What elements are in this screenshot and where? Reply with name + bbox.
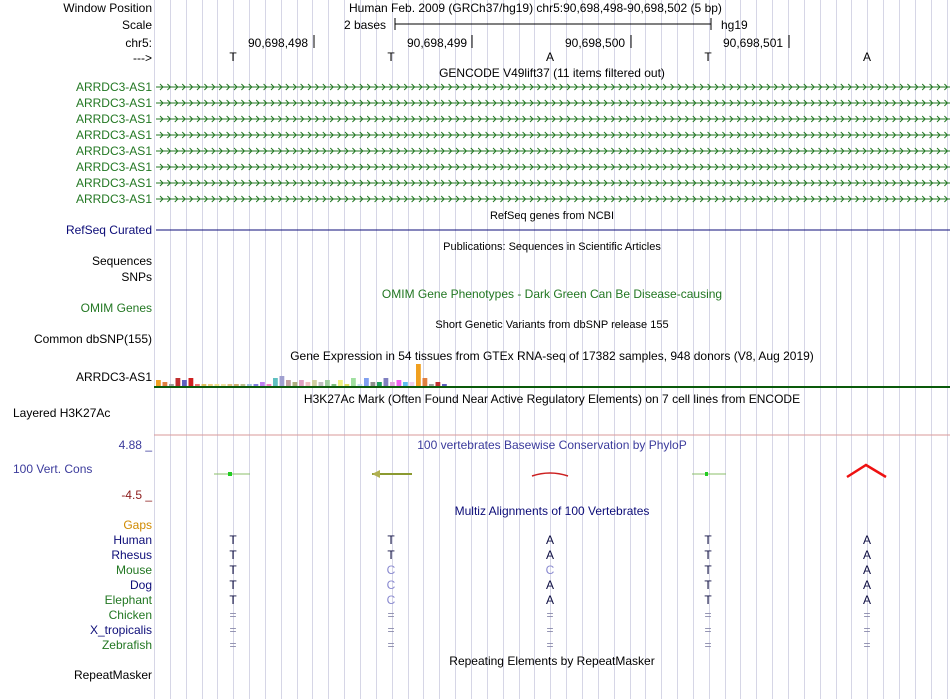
dbsnp-track-title[interactable]: Short Genetic Variants from dbSNP release 155 [435, 319, 669, 331]
alignment-base: A [545, 548, 555, 562]
phylop-mark [228, 472, 232, 476]
phylop-track-title[interactable]: 100 vertebrates Basewise Conservation by PhyloP [417, 438, 687, 452]
alignment-base: = [863, 608, 871, 622]
alignment-base: = [387, 623, 395, 637]
alignment-base: = [704, 638, 712, 652]
label-refseq[interactable]: RefSeq Curated [65, 223, 152, 237]
window-position-text: Human Feb. 2009 (GRCh37/hg19) chr5:90,698,498-90,698,502 (5 bp) [349, 1, 722, 15]
position-tick: 90,698,498 [248, 36, 309, 50]
omim-track-title[interactable]: OMIM Gene Phenotypes - Dark Green Can Be Disease-causing [381, 287, 723, 301]
repeatmasker-track-title[interactable]: Repeating Elements by RepeatMasker [449, 654, 655, 668]
position-tick: 90,698,500 [565, 36, 626, 50]
label-strand[interactable]: ---> [133, 51, 152, 65]
alignment-base: T [387, 533, 395, 547]
species-label: Zebrafish [101, 638, 152, 652]
phylop-plot[interactable] [154, 0, 950, 500]
gencode-item-label[interactable]: ARRDC3-AS1 [75, 144, 152, 158]
alignment-base: A [545, 593, 555, 607]
alignment-base: = [704, 623, 712, 637]
alignment-base: T [387, 548, 395, 562]
base-letter: A [862, 50, 872, 64]
gencode-item-label[interactable]: ARRDC3-AS1 [75, 160, 152, 174]
alignment-base: T [229, 593, 237, 607]
publications-track-title[interactable]: Publications: Sequences in Scientific Articles [443, 241, 661, 253]
alignment-base: = [863, 623, 871, 637]
alignment-base: C [545, 563, 555, 577]
alignment-base: T [229, 563, 237, 577]
alignment-base: T [704, 578, 712, 592]
gtex-track-title[interactable]: Gene Expression in 54 tissues from GTEx RNA-seq of 17382 samples, 948 donors (V8, Aug 2019) [290, 349, 814, 363]
scale-text: 2 bases [344, 18, 387, 32]
label-gtex[interactable]: ARRDC3-AS1 [75, 370, 152, 384]
position-tick: 90,698,499 [407, 36, 468, 50]
species-label: Mouse [115, 563, 152, 577]
position-tick: 90,698,501 [723, 36, 784, 50]
label-sequences[interactable]: Sequences [91, 254, 152, 268]
gencode-item-label[interactable]: ARRDC3-AS1 [75, 176, 152, 190]
alignment-base: = [229, 623, 237, 637]
label-scale: Scale [121, 18, 152, 32]
alignment-base: A [862, 593, 872, 607]
species-label: Dog [129, 578, 152, 592]
gencode-item-label[interactable]: ARRDC3-AS1 [75, 96, 152, 110]
alignment-base: = [546, 608, 554, 622]
alignment-base: C [386, 578, 396, 592]
phylop-mark [705, 472, 708, 476]
alignment-base: T [704, 548, 712, 562]
alignment-base: T [704, 593, 712, 607]
refseq-track-title[interactable]: RefSeq genes from NCBI [489, 210, 615, 222]
species-label: Rhesus [111, 548, 152, 562]
alignment-base: = [546, 623, 554, 637]
label-cons[interactable]: 100 Vert. Cons [13, 462, 93, 476]
base-letter: A [545, 50, 555, 64]
alignment-base: A [862, 563, 872, 577]
alignment-base: = [704, 608, 712, 622]
label-repeatmasker[interactable]: RepeatMasker [73, 668, 152, 682]
phylop-mark [372, 470, 380, 478]
species-label: Chicken [108, 608, 152, 622]
track-area[interactable] [154, 0, 950, 699]
alignment-base: A [862, 578, 872, 592]
label-chrom: chr5: [125, 36, 152, 50]
gencode-track-title[interactable]: GENCODE V49lift37 (11 items filtered out) [439, 66, 665, 80]
alignment-base: C [386, 593, 396, 607]
gencode-item-label[interactable]: ARRDC3-AS1 [75, 80, 152, 94]
label-omim[interactable]: OMIM Genes [80, 301, 152, 315]
alignment-base: = [229, 638, 237, 652]
h3k27ac-track-title[interactable]: H3K27Ac Mark (Often Found Near Active Regulatory Elements) on 7 cell lines from ENCODE [303, 392, 801, 406]
label-window-position: Window Position [63, 1, 152, 15]
alignment-base: A [862, 548, 872, 562]
alignment-base: A [862, 533, 872, 547]
label-gaps: Gaps [123, 518, 152, 532]
multiz-track-title[interactable]: Multiz Alignments of 100 Vertebrates [454, 504, 650, 518]
alignment-base: = [229, 608, 237, 622]
alignment-base: = [387, 608, 395, 622]
phylop-mark [532, 473, 568, 476]
base-letter: T [704, 50, 712, 64]
assembly-label: hg19 [721, 18, 748, 32]
gencode-item-label[interactable]: ARRDC3-AS1 [75, 128, 152, 142]
alignment-base: C [386, 563, 396, 577]
alignment-base: = [546, 638, 554, 652]
alignment-base: A [545, 578, 555, 592]
alignment-base: T [229, 533, 237, 547]
phylop-mark [847, 465, 886, 477]
alignment-base: T [704, 563, 712, 577]
alignment-base: = [863, 638, 871, 652]
label-dbsnp[interactable]: Common dbSNP(155) [33, 332, 152, 346]
species-label: Human [113, 533, 152, 547]
species-label: Elephant [104, 593, 152, 607]
label-h3k27ac[interactable]: Layered H3K27Ac [13, 406, 111, 420]
alignment-base: = [387, 638, 395, 652]
gencode-item-label[interactable]: ARRDC3-AS1 [75, 192, 152, 206]
track-labels [0, 0, 154, 699]
gencode-item-label[interactable]: ARRDC3-AS1 [75, 112, 152, 126]
alignment-base: T [229, 548, 237, 562]
base-letter: T [387, 50, 395, 64]
label-cons-min: -4.5 _ [121, 488, 152, 502]
base-letter: T [229, 50, 237, 64]
label-snps[interactable]: SNPs [121, 270, 152, 284]
alignment-base: T [704, 533, 712, 547]
label-cons-max: 4.88 _ [118, 438, 152, 452]
alignment-base: A [545, 533, 555, 547]
species-label: X_tropicalis [89, 623, 152, 637]
alignment-base: T [229, 578, 237, 592]
